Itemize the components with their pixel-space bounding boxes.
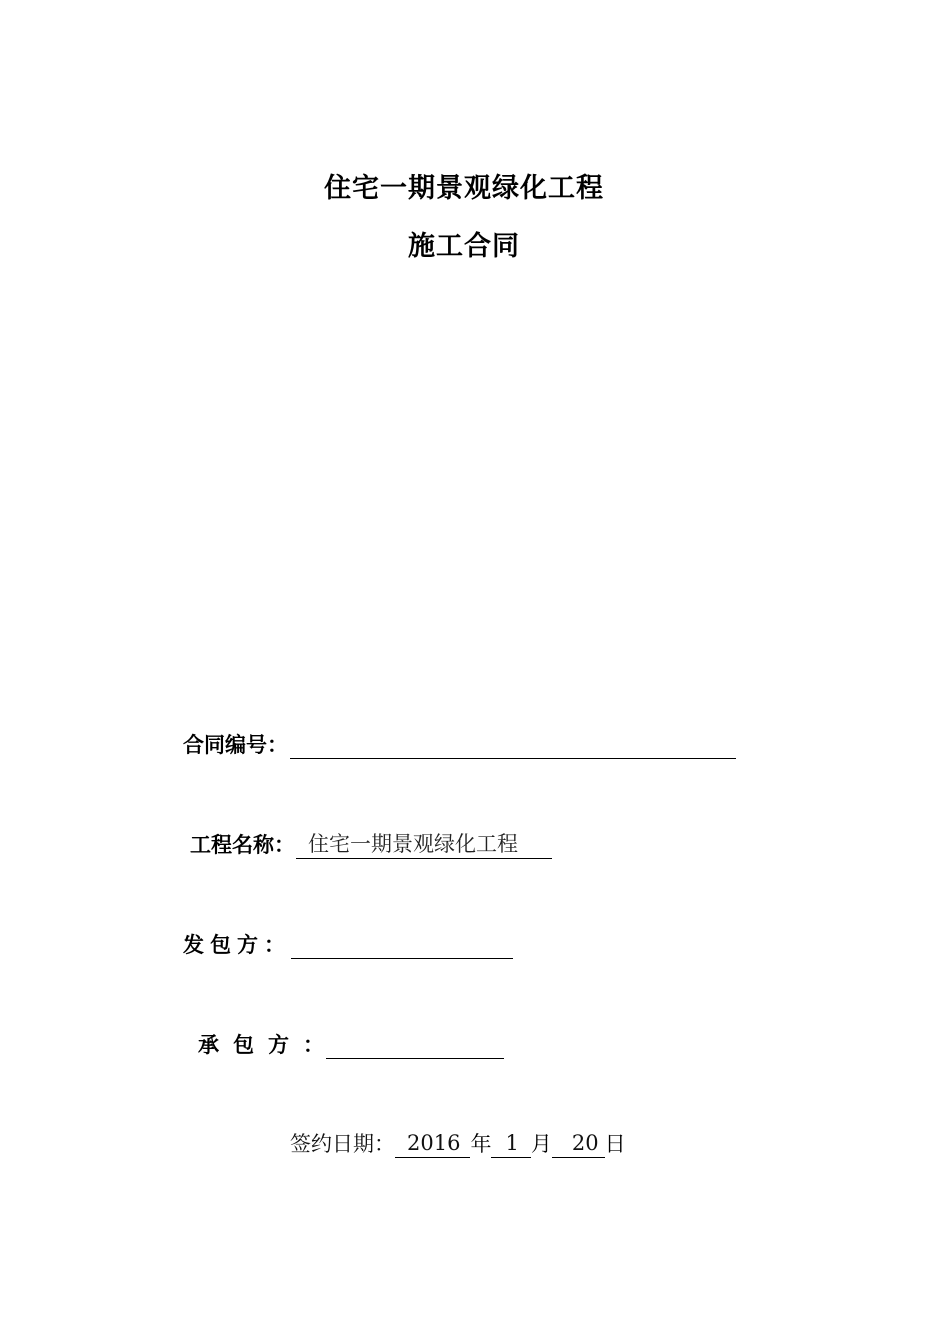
project-name-label: 工程名称：	[190, 833, 295, 857]
contractor-label: 承包方：	[198, 1033, 338, 1057]
year-unit: 年	[470, 1132, 492, 1156]
signing-day-value: 20	[552, 1131, 605, 1158]
employer-field	[183, 931, 513, 959]
month-unit: 月	[530, 1132, 552, 1156]
document-title: 住宅一期景观绿化工程	[324, 173, 604, 204]
contractor-blank	[326, 1034, 504, 1059]
employer-label: 发包方：	[183, 933, 291, 957]
document-subtitle: 施工合同	[408, 231, 520, 262]
employer-blank	[291, 934, 513, 959]
signing-date-field	[290, 1130, 626, 1158]
contract-number-field	[183, 731, 736, 759]
contract-number-label: 合同编号：	[183, 733, 288, 757]
signing-date-label: 签约日期：	[290, 1132, 395, 1156]
project-name-value: 住宅一期景观绿化工程	[296, 832, 552, 859]
contract-number-blank	[290, 734, 736, 759]
project-name-field	[190, 831, 552, 859]
day-unit: 日	[604, 1132, 626, 1156]
signing-year-value: 2016	[395, 1131, 470, 1158]
contractor-field	[198, 1031, 504, 1059]
signing-month-value: 1	[491, 1131, 530, 1158]
